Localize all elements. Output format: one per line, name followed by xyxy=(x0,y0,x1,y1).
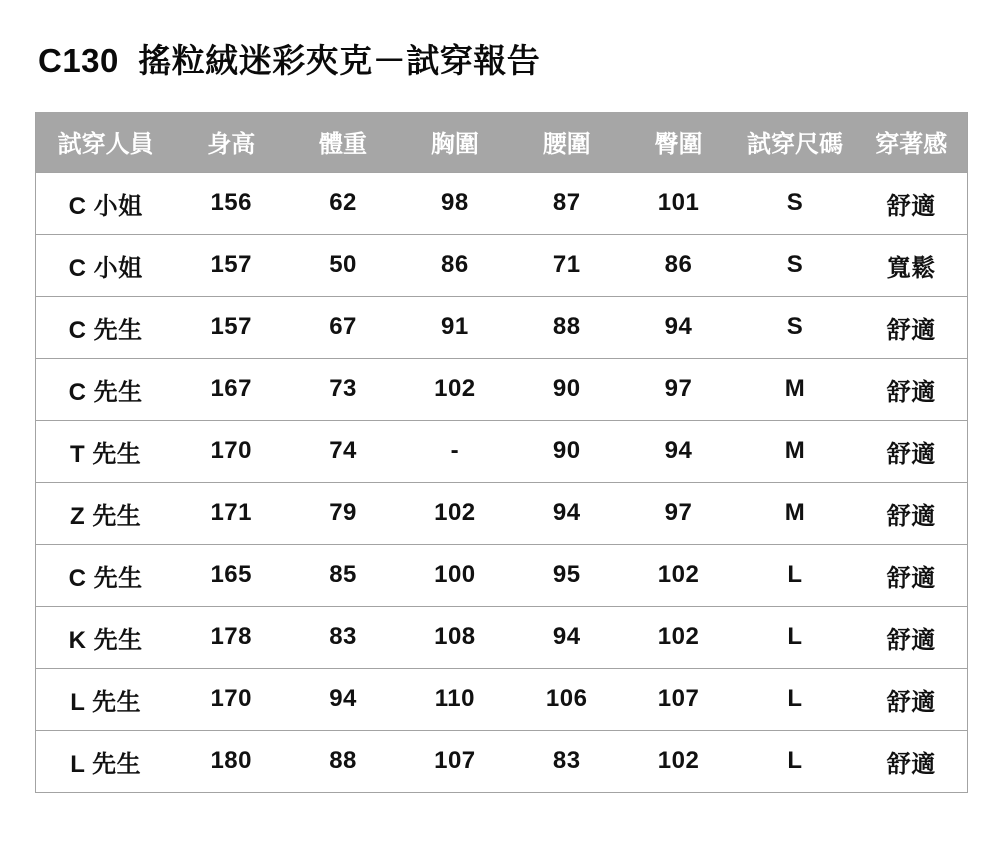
table-row xyxy=(36,730,968,792)
table-cell: S xyxy=(734,296,855,358)
table-cell: 67 xyxy=(287,296,399,358)
table-row xyxy=(36,172,968,234)
table-cell: 90 xyxy=(511,420,623,482)
table-cell: 87 xyxy=(511,172,623,234)
table-cell: 舒適 xyxy=(856,544,968,606)
table-cell: 170 xyxy=(175,420,287,482)
table-cell: L 先生 xyxy=(36,730,176,792)
table-cell: 71 xyxy=(511,234,623,296)
table-row xyxy=(36,296,968,358)
table-cell: - xyxy=(399,420,511,482)
table-cell: 178 xyxy=(175,606,287,668)
table-cell: 167 xyxy=(175,358,287,420)
table-cell: 83 xyxy=(287,606,399,668)
table-cell: 157 xyxy=(175,296,287,358)
table-cell: 85 xyxy=(287,544,399,606)
table-cell: 舒適 xyxy=(856,296,968,358)
table-cell: 97 xyxy=(623,482,735,544)
table-row xyxy=(36,420,968,482)
column-header: 試穿人員 xyxy=(36,112,176,172)
table-cell: 90 xyxy=(511,358,623,420)
table-cell: 寬鬆 xyxy=(856,234,968,296)
table-cell: 94 xyxy=(287,668,399,730)
table-cell: 102 xyxy=(623,544,735,606)
page-title: C130 搖粒絨迷彩夾克－試穿報告 xyxy=(38,42,541,79)
table-cell: L xyxy=(734,730,855,792)
table-cell: 156 xyxy=(175,172,287,234)
table-row xyxy=(36,668,968,730)
table-cell: M xyxy=(734,482,855,544)
table-cell: 79 xyxy=(287,482,399,544)
table-cell: 88 xyxy=(511,296,623,358)
fitting-report-table xyxy=(35,112,968,793)
table-cell: 98 xyxy=(399,172,511,234)
column-header: 體重 xyxy=(287,112,399,172)
column-header: 腰圍 xyxy=(511,112,623,172)
table-cell: K 先生 xyxy=(36,606,176,668)
table-cell: 94 xyxy=(511,606,623,668)
table-cell: 86 xyxy=(623,234,735,296)
table-cell: L xyxy=(734,668,855,730)
table-cell: 100 xyxy=(399,544,511,606)
table-cell: 97 xyxy=(623,358,735,420)
table-cell: 50 xyxy=(287,234,399,296)
table-cell: 舒適 xyxy=(856,482,968,544)
table-cell: 94 xyxy=(623,296,735,358)
table-cell: S xyxy=(734,234,855,296)
table-cell: 102 xyxy=(399,358,511,420)
column-header: 臀圍 xyxy=(623,112,735,172)
column-header: 身高 xyxy=(175,112,287,172)
table-cell: 107 xyxy=(399,730,511,792)
table-cell: C 先生 xyxy=(36,358,176,420)
table-cell: L xyxy=(734,606,855,668)
table-cell: 165 xyxy=(175,544,287,606)
table-cell: 舒適 xyxy=(856,172,968,234)
column-header: 試穿尺碼 xyxy=(734,112,855,172)
table-cell: 舒適 xyxy=(856,358,968,420)
column-header: 胸圍 xyxy=(399,112,511,172)
table-cell: Z 先生 xyxy=(36,482,176,544)
table-cell: C 小姐 xyxy=(36,234,176,296)
table-row xyxy=(36,482,968,544)
table-cell: 62 xyxy=(287,172,399,234)
table-cell: C 先生 xyxy=(36,296,176,358)
table-cell: 舒適 xyxy=(856,606,968,668)
table-cell: S xyxy=(734,172,855,234)
table-cell: 94 xyxy=(623,420,735,482)
table-cell: 157 xyxy=(175,234,287,296)
table-cell: 86 xyxy=(399,234,511,296)
table-cell: 107 xyxy=(623,668,735,730)
table-body xyxy=(36,172,968,792)
table-cell: 101 xyxy=(623,172,735,234)
table-cell: L 先生 xyxy=(36,668,176,730)
table-cell: L xyxy=(734,544,855,606)
table-cell: 73 xyxy=(287,358,399,420)
table-cell: 83 xyxy=(511,730,623,792)
table-cell: 舒適 xyxy=(856,668,968,730)
table-cell: C 先生 xyxy=(36,544,176,606)
table-cell: M xyxy=(734,358,855,420)
table-row xyxy=(36,606,968,668)
table-row xyxy=(36,234,968,296)
table-cell: 110 xyxy=(399,668,511,730)
table-cell: C 小姐 xyxy=(36,172,176,234)
table-cell: 91 xyxy=(399,296,511,358)
table-cell: 74 xyxy=(287,420,399,482)
table-cell: T 先生 xyxy=(36,420,176,482)
table-cell: 88 xyxy=(287,730,399,792)
table-cell: 102 xyxy=(623,606,735,668)
table-cell: M xyxy=(734,420,855,482)
table-cell: 170 xyxy=(175,668,287,730)
table-cell: 95 xyxy=(511,544,623,606)
table-cell: 108 xyxy=(399,606,511,668)
table-cell: 180 xyxy=(175,730,287,792)
table-cell: 舒適 xyxy=(856,730,968,792)
table-cell: 171 xyxy=(175,482,287,544)
table-row xyxy=(36,544,968,606)
table-header-row xyxy=(36,112,968,172)
table-cell: 舒適 xyxy=(856,420,968,482)
table-cell: 102 xyxy=(399,482,511,544)
table-cell: 106 xyxy=(511,668,623,730)
table-cell: 94 xyxy=(511,482,623,544)
table-row xyxy=(36,358,968,420)
table-header xyxy=(36,112,968,172)
column-header: 穿著感 xyxy=(856,112,968,172)
table-cell: 102 xyxy=(623,730,735,792)
